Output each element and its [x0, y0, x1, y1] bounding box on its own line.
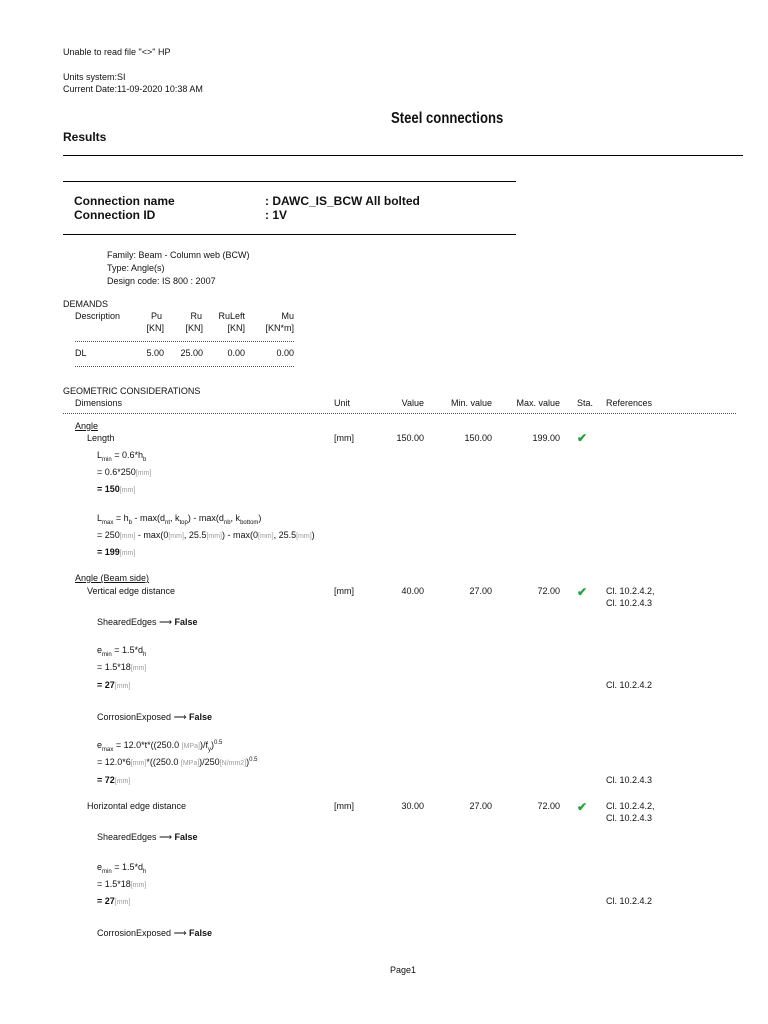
demands-bottom-rule [75, 366, 294, 367]
demands-unit-ruleft: [KN] [227, 323, 245, 333]
v-corrosion-exposed: CorrosionExposed ⟶ False [97, 712, 212, 722]
vertical-edge-label: Vertical edge distance [87, 586, 176, 596]
length-ok-check-icon: ✔ [577, 431, 588, 445]
demands-row-mu: 0.00 [276, 348, 294, 358]
h-emin-formula: $e_{min} = 1.5*d_h$ [97, 862, 147, 875]
v-sheared-edges: ShearedEdges ⟶ False [97, 617, 198, 627]
file-warning: Unable to read file "<>" HP [63, 47, 171, 57]
length-value: 150.00 [396, 433, 424, 443]
vertical-edge-min: 27.00 [469, 586, 492, 596]
v-emax-ref: Cl. 10.2.4.3 [606, 775, 653, 785]
results-heading: Results [63, 130, 107, 144]
horizontal-edge-ok-check-icon: ✔ [577, 800, 588, 814]
geo-header-status: Sta. [577, 398, 594, 408]
v-emax-formula: $e_{max} = 12.0*t*((250.0$ $[MPa])/f_y)^{0.5}$ [97, 740, 223, 753]
connection-bottom-rule [63, 234, 516, 235]
connection-name-value: : DAWC_IS_BCW All bolted [265, 194, 420, 208]
vertical-edge-ok-check-icon: ✔ [577, 585, 588, 599]
arrow-right-icon: ⟶ [159, 832, 172, 842]
demands-unit-mu: [KN*m] [265, 323, 294, 333]
geo-header-references: References [606, 398, 653, 408]
demands-row-pu: 5.00 [146, 348, 164, 358]
demands-header-pu: Pu [150, 311, 162, 321]
connection-id-label: Connection ID [74, 208, 156, 222]
v-emin-result: = 27[mm] [97, 680, 131, 690]
v-emin-formula: $e_{min} = 1.5*d_h$ [97, 645, 147, 658]
design-code-info: Design code: IS 800 : 2007 [107, 276, 216, 286]
arrow-right-icon: ⟶ [173, 928, 187, 938]
v-emax-substitution: = 12.0*6[mm]*((250.0 [MPa])/250[N/mm2])$^{0.5}$ [97, 757, 258, 767]
beam-side-section: Angle (Beam side) [75, 573, 150, 583]
lmin-formula: $L_{min} = 0.6*h_b$ [97, 450, 147, 463]
v-emax-result: = 72[mm] [97, 775, 131, 785]
angle-section: Angle [75, 421, 99, 431]
demands-title: DEMANDS [63, 299, 109, 309]
geo-header-unit: Unit [334, 398, 351, 408]
demands-header-ru: Ru [190, 311, 202, 321]
h-emin-substitution: = 1.5*18[mm] [97, 879, 147, 889]
vertical-edge-ref2: Cl. 10.2.4.3 [606, 598, 653, 608]
page-number: Page1 [390, 965, 417, 975]
geo-header-dimensions: Dimensions [75, 398, 123, 408]
lmax-formula: $L_{max} = h_b - \max(d_{nt}$, $k_{top}) - \max(d_{nb}$, $k_{bottom}$) [97, 513, 262, 526]
horizontal-edge-min: 27.00 [469, 801, 492, 811]
connection-id-value: : 1V [265, 208, 288, 222]
demands-header-mu: Mu [281, 311, 294, 321]
demands-header-description: Description [75, 311, 121, 321]
demands-unit-ru: [KN] [185, 323, 203, 333]
geometric-title: GEOMETRIC CONSIDERATIONS [63, 386, 201, 396]
page-title: Steel connections [391, 110, 504, 127]
length-label: Length [87, 433, 115, 443]
v-emin-substitution: = 1.5*18[mm] [97, 662, 147, 672]
vertical-edge-unit: [mm] [334, 586, 354, 596]
vertical-edge-value: 40.00 [401, 586, 424, 596]
lmax-substitution: = 250[mm] - max(0[mm], 25.5[mm]) - max(0[mm], 25.5[mm]) [97, 530, 315, 540]
connection-name-label: Connection name [74, 194, 175, 208]
demands-row-ru: 25.00 [180, 348, 203, 358]
length-min: 150.00 [464, 433, 492, 443]
demands-unit-pu: [KN] [146, 323, 164, 333]
geo-header-value: Value [401, 398, 424, 408]
v-emin-ref: Cl. 10.2.4.2 [606, 680, 653, 690]
arrow-right-icon: ⟶ [173, 712, 187, 722]
lmin-result: = 150[mm] [97, 484, 136, 494]
current-date: Current Date:11-09-2020 10:38 AM [63, 84, 203, 94]
lmin-substitution: = 0.6*250[mm] [97, 467, 152, 477]
demands-row-description: DL [75, 348, 87, 358]
demands-row-ruleft: 0.00 [227, 348, 245, 358]
h-corrosion-exposed: CorrosionExposed ⟶ False [97, 928, 212, 938]
horizontal-edge-value: 30.00 [401, 801, 424, 811]
units-system: Units system:SI [63, 72, 126, 82]
vertical-edge-ref1: Cl. 10.2.4.2, [606, 586, 655, 596]
arrow-right-icon: ⟶ [159, 617, 172, 627]
connection-top-rule [63, 181, 516, 182]
horizontal-edge-label: Horizontal edge distance [87, 801, 187, 811]
horizontal-edge-ref1: Cl. 10.2.4.2, [606, 801, 655, 811]
h-emin-ref: Cl. 10.2.4.2 [606, 896, 653, 906]
demands-header-ruleft: RuLeft [218, 311, 245, 321]
horizontal-edge-unit: [mm] [334, 801, 354, 811]
lmax-result: = 199[mm] [97, 547, 136, 557]
geo-header-rule [63, 413, 736, 414]
h-sheared-edges: ShearedEdges ⟶ False [97, 832, 198, 842]
geo-header-min: Min. value [450, 398, 492, 408]
length-max: 199.00 [532, 433, 560, 443]
length-unit: [mm] [334, 433, 354, 443]
results-rule [63, 155, 743, 156]
type-info: Type: Angle(s) [107, 263, 165, 273]
geo-header-max: Max. value [516, 398, 560, 408]
family-info: Family: Beam - Column web (BCW) [107, 250, 250, 260]
demands-header-rule [75, 341, 294, 342]
horizontal-edge-ref2: Cl. 10.2.4.3 [606, 813, 653, 823]
vertical-edge-max: 72.00 [537, 586, 560, 596]
h-emin-result: = 27[mm] [97, 896, 131, 906]
horizontal-edge-max: 72.00 [537, 801, 560, 811]
